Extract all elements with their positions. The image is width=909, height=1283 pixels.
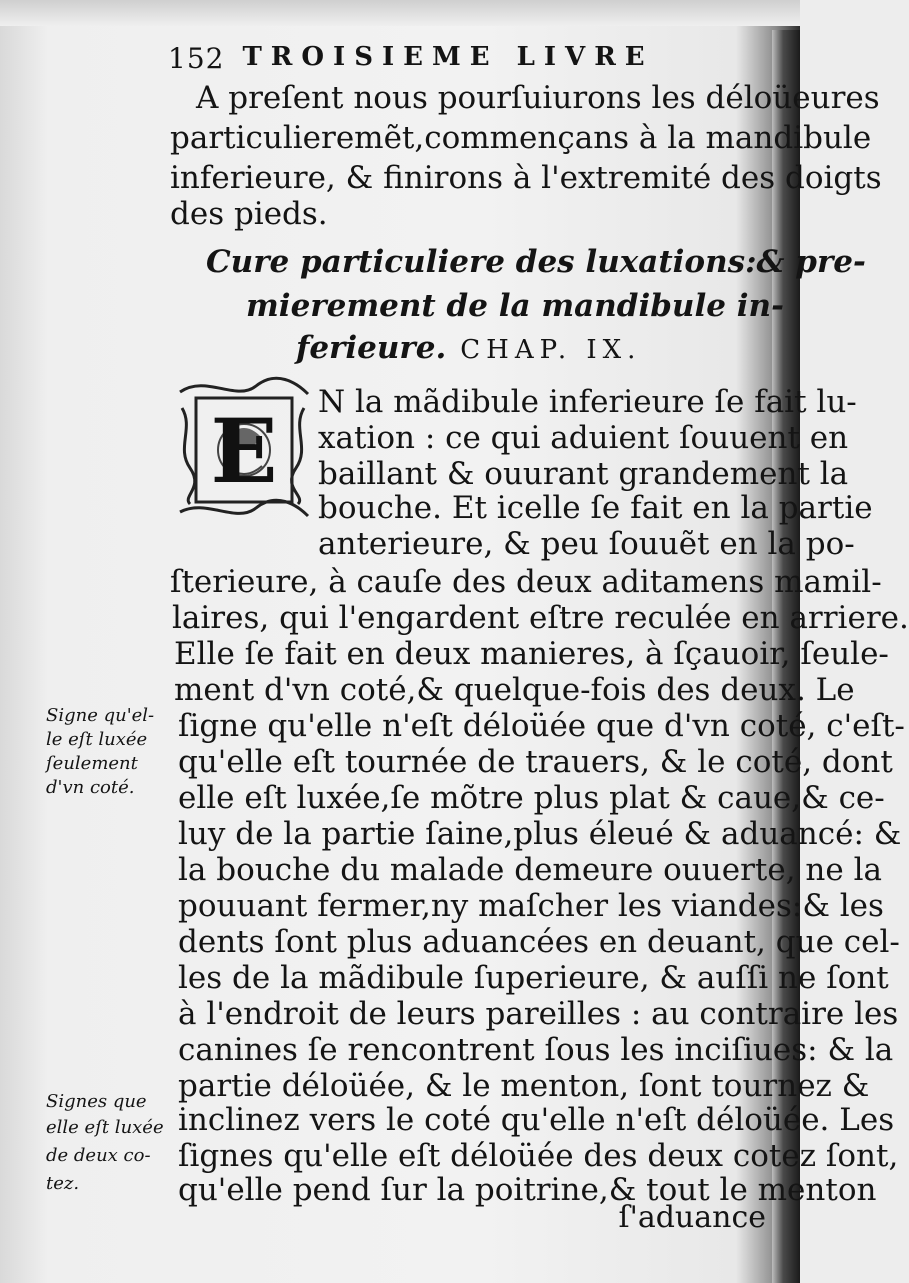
- text-line: luy de la partie ſaine,plus éleué & aduancé: &: [178, 816, 902, 852]
- text-line: la bouche du malade demeure ouuerte, ne la: [178, 852, 882, 888]
- text-line: les de la mãdibule ſuperieure, & auſſi ne ſont: [178, 960, 889, 996]
- page-number: 152: [168, 42, 225, 75]
- chapter-label: CHAP. IX.: [460, 335, 642, 365]
- margin-note-line: tez.: [46, 1173, 80, 1194]
- text-line: bouche. Et icelle ſe fait en la partie: [318, 490, 873, 526]
- intro-line: A preſent nous pourſuiurons les déloüeures: [196, 80, 880, 116]
- chapter-heading-line: Cure particuliere des luxations:& pre-: [206, 244, 866, 280]
- text-line: à l'endroit de leurs pareilles : au contraire les: [178, 996, 899, 1032]
- text-line: ſignes qu'elle eſt déloüée des deux cotez ſont,: [178, 1138, 899, 1174]
- text-line: baillant & ouurant grandement la: [318, 456, 849, 492]
- margin-note-line: Signe qu'el-: [46, 705, 155, 726]
- text-line: ſigne qu'elle n'eſt déloüée que d'vn coté, c'eſt-: [178, 708, 905, 744]
- text-line: qu'elle pend ſur la poitrine,& tout le menton: [178, 1172, 877, 1208]
- text-line: anterieure, & peu ſouuẽt en la po-: [318, 526, 855, 562]
- margin-note-line: d'vn coté.: [46, 777, 135, 798]
- margin-note-line: Signes que: [46, 1091, 147, 1112]
- intro-line: des pieds.: [170, 196, 328, 232]
- decorated-initial: [176, 378, 312, 524]
- intro-line: particulieremẽt,commençans à la mandibule: [170, 120, 872, 156]
- text-line: ſterieure, à cauſe des deux aditamens mamil-: [170, 564, 882, 600]
- text-line: dents ſont plus aduancées en deuant, que cel-: [178, 924, 900, 960]
- margin-note-line: le eſt luxée: [46, 729, 148, 750]
- running-head-word-1: TROISIEME: [242, 42, 499, 72]
- margin-note-line: ſeulement: [46, 753, 138, 774]
- text-line: inclinez vers le coté qu'elle n'eſt déloüée. Les: [178, 1102, 895, 1138]
- text-line: partie déloüée, & le menton, ſont tournez &: [178, 1068, 870, 1104]
- page-top-edge: [0, 0, 800, 26]
- running-head: [168, 42, 708, 75]
- chapter-heading-word: ferieure.: [296, 330, 447, 366]
- text-line: Elle ſe fait en deux manieres, à ſçauoir, ſeule-: [174, 636, 889, 672]
- text-line: elle eſt luxée,ſe mõtre plus plat & caue,& ce-: [178, 780, 885, 816]
- text-line: N la mãdibule inferieure ſe fait lu-: [318, 384, 857, 420]
- text-line: xation : ce qui aduient ſouuent en: [318, 420, 849, 456]
- intro-line: inferieure, & finirons à l'extremité des doigts: [170, 160, 882, 196]
- initial-letter: E: [210, 399, 278, 503]
- text-line: pouuant fermer,ny maſcher les viandes:& les: [178, 888, 884, 924]
- text-line: laires, qui l'engardent eſtre reculée en arriere.: [172, 600, 909, 636]
- chapter-heading-line: [296, 326, 641, 372]
- text-line: canines ſe rencontrent ſous les inciſiues: & la: [178, 1032, 894, 1068]
- margin-note-line: de deux co-: [46, 1145, 151, 1166]
- text-line: ment d'vn coté,& quelque-fois des deux. Le: [174, 672, 855, 708]
- chapter-heading-line: mierement de la mandibule in-: [246, 288, 784, 324]
- text-line: qu'elle eſt tournée de trauers, & le coté, dont: [178, 744, 893, 780]
- running-head-word-2: LIVRE: [516, 42, 654, 72]
- catchword: ſ'aduance: [618, 1200, 766, 1235]
- margin-note-line: elle eſt luxée: [46, 1117, 164, 1138]
